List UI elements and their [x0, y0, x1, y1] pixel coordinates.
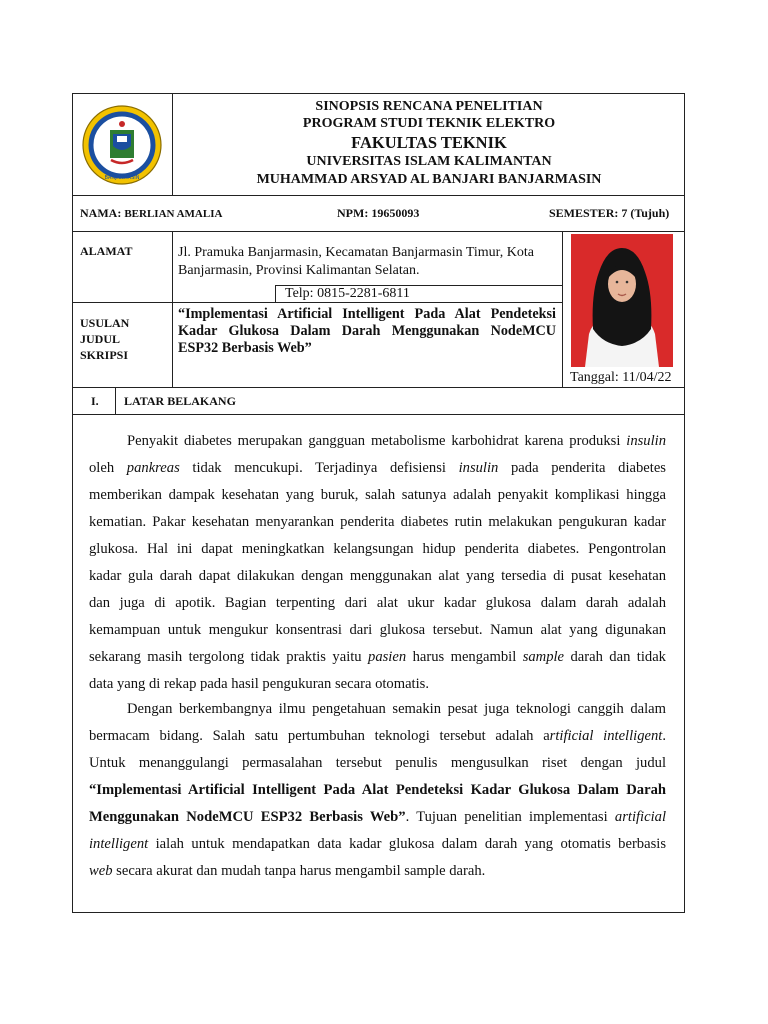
usulan-title-line: Kadar Glukosa Dalam Darah Menggunakan NodeMCU — [178, 323, 556, 339]
text-run: harus mengambil — [406, 649, 523, 665]
text-run: sekarang masih tergolong tidak praktis yaitu — [89, 649, 369, 665]
text-line: data yang di rekap pada hasil pengukuran secara otomatis. — [89, 676, 429, 692]
text-run: oleh — [89, 460, 127, 476]
italic-run: pankreas — [126, 460, 180, 476]
header-university-name: MUHAMMAD ARSYAD AL BANJARI BANJARMASIN — [256, 172, 602, 187]
text-run: tidak mencukupi. Terjadinya defisiensi — [179, 460, 459, 476]
alamat-value — [178, 244, 534, 280]
paragraph-1 — [89, 428, 666, 698]
text-run: darah dan tidak — [564, 649, 666, 665]
text-line: memberikan dampak kesehatan yang buruk, salah satunya adalah penyakit komplikasi hingga — [89, 487, 666, 503]
text-line: Untuk menanggulangi permasalahan tersebut penulis mengusulkan riset dengan judul — [89, 755, 666, 771]
text-line — [89, 858, 666, 885]
text-line — [89, 804, 666, 831]
text-line: kadar gula darah dapat dilakukan dengan menggunakan alat yang tersedia di pusat kesehatan — [89, 568, 666, 584]
text-run: . Tujuan penelitian implementasi — [405, 809, 615, 825]
text-line — [89, 644, 666, 671]
usulan-label-line: USULAN — [80, 316, 130, 330]
divider — [73, 195, 684, 196]
telp: Telp: 0815-2281-6811 — [285, 286, 410, 301]
student-npm: NPM: 19650093 — [337, 206, 420, 220]
text-line — [89, 831, 666, 858]
usulan-title-line: “Implementasi Artificial Intelligent Pada Alat Pendeteksi — [178, 306, 556, 322]
header-title-line: SINOPSIS RENCANA PENELITIAN — [315, 99, 543, 114]
text-line — [89, 428, 666, 455]
divider — [73, 387, 684, 388]
divider — [73, 302, 562, 303]
divider — [73, 231, 684, 232]
text-run: secara akurat dan mudah tanpa harus mengambil sample darah. — [112, 863, 486, 879]
text-line: “Implementasi Artificial Intelligent Pada Alat Pendeteksi Kadar Glukosa Dalam Darah — [89, 782, 666, 798]
divider — [172, 231, 173, 387]
name-label: NAMA: — [80, 206, 122, 220]
synopsis-document — [72, 93, 685, 913]
text-run: ialah untuk mendapatkan data kadar glukosa dalam darah yang otomatis berbasis — [148, 836, 666, 852]
usulan-label — [80, 315, 129, 363]
name-value: BERLIAN AMALIA — [124, 208, 223, 220]
text-run: Penyakit diabetes merupakan gangguan metabolisme karbohidrat karena produksi — [127, 433, 627, 449]
svg-text:BANJARMASIN: BANJARMASIN — [104, 175, 140, 181]
paragraph-2 — [89, 696, 666, 885]
university-logo — [81, 104, 163, 186]
header-faculty: FAKULTAS TEKNIK — [351, 133, 507, 152]
alamat-line: Jl. Pramuka Banjarmasin, Kecamatan Banjarmasin Timur, Kota — [178, 245, 534, 260]
italic-run: insulin — [458, 460, 499, 476]
text-run: bermacam bidang. Salah satu pertumbuhan teknologi tersebut adalah a — [89, 728, 550, 744]
italic-run: intelligent — [89, 836, 149, 852]
italic-run: pasien — [368, 649, 407, 665]
text-line: Dengan berkembangnya ilmu pengetahuan semakin pesat juga teknologi canggih dalam — [127, 701, 666, 717]
text-run: . — [662, 728, 666, 744]
header-university: UNIVERSITAS ISLAM KALIMANTAN — [306, 154, 552, 169]
divider — [275, 285, 276, 302]
divider — [562, 231, 563, 387]
student-semester: SEMESTER: 7 (Tujuh) — [549, 206, 670, 220]
divider — [73, 414, 684, 415]
divider — [115, 387, 116, 414]
italic-run: artificial — [614, 809, 666, 825]
section-title: LATAR BELAKANG — [124, 394, 236, 408]
text-line: kematian. Pakar kesehatan menyarankan penderita diabetes rutin melakukan pengukuran kadar — [89, 514, 666, 530]
text-line — [89, 455, 666, 482]
italic-run: sample — [522, 649, 565, 665]
text-run: pada penderita diabetes — [498, 460, 666, 476]
usulan-title — [178, 306, 556, 357]
italic-run: insulin — [626, 433, 666, 449]
text-line: glukosa. Hal ini dapat meningkatkan kelangsungan hidup penderita diabetes. Pengontrolan — [89, 541, 666, 557]
tanggal: Tanggal: 11/04/22 — [570, 370, 672, 385]
italic-run: web — [89, 863, 113, 879]
usulan-title-line: ESP32 Berbasis Web” — [178, 340, 312, 356]
student-name — [80, 206, 222, 221]
usulan-label-line: SKRIPSI — [80, 348, 129, 362]
header-program: PROGRAM STUDI TEKNIK ELEKTRO — [302, 116, 556, 131]
alamat-label: ALAMAT — [80, 244, 133, 258]
text-line: dan juga di apotik. Bagian terpenting dari alat ukur kadar glukosa dalam darah adalah — [89, 595, 666, 611]
usulan-label-line: JUDUL — [80, 332, 121, 346]
text-line: kemampuan untuk mengukur konsentrasi dari glukosa tersebut. Namun alat yang digunakan — [89, 622, 666, 638]
bold-run: Menggunakan NodeMCU ESP32 Berbasis Web” — [89, 809, 406, 825]
student-photo — [571, 234, 673, 367]
italic-run: rtificial intelligent — [549, 728, 663, 744]
text-line — [89, 723, 666, 750]
section-number: I. — [91, 394, 99, 408]
alamat-line: Banjarmasin, Provinsi Kalimantan Selatan. — [178, 263, 420, 278]
